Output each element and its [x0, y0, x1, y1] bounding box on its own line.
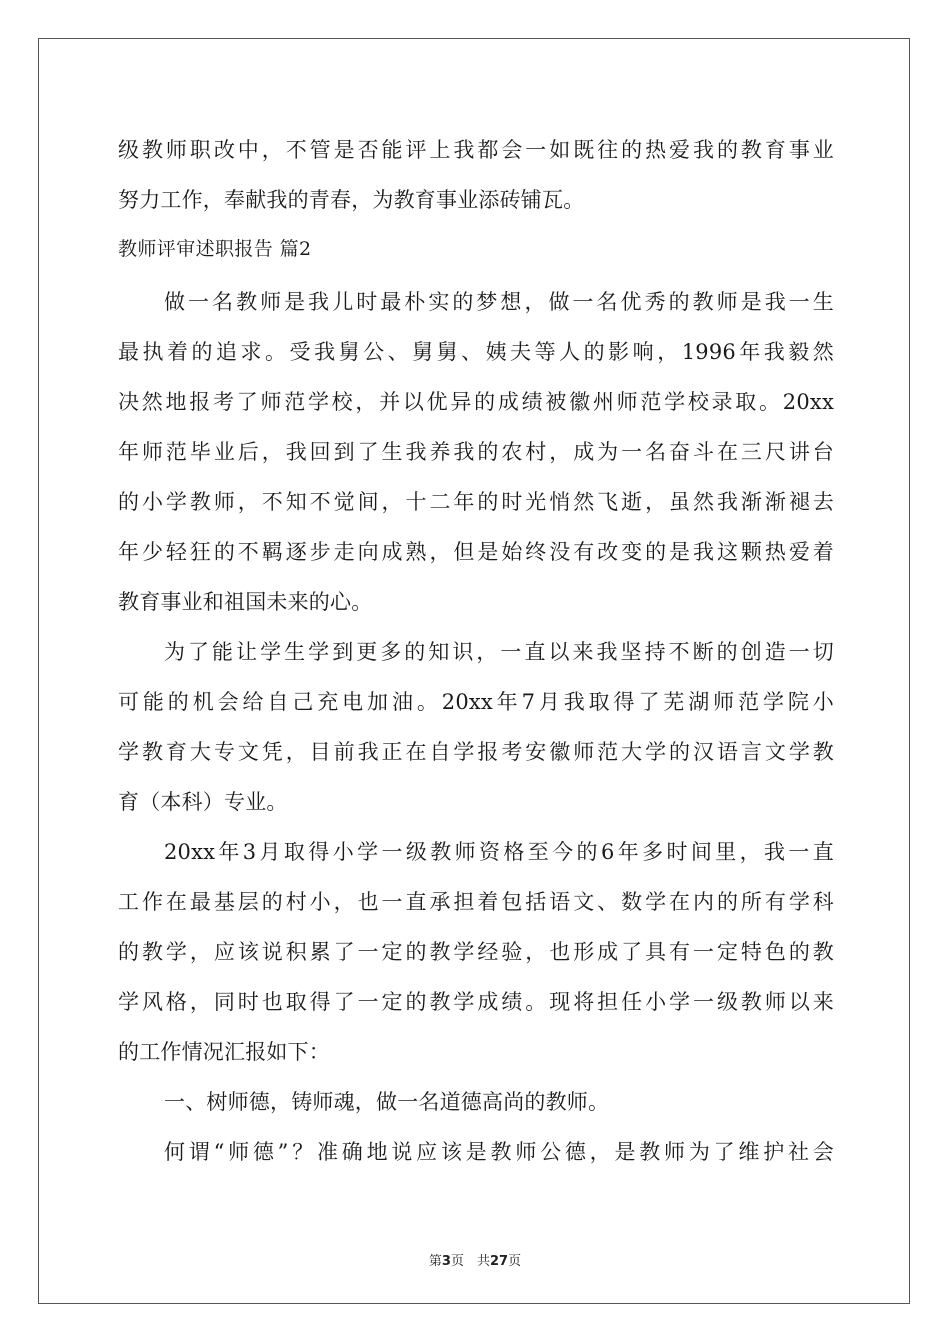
text-line: 年少轻狂的不羁逐步走向成熟，但是始终没有改变的是我这颗热爱着 — [118, 540, 834, 564]
current-page-number: 3 — [441, 1254, 451, 1269]
text-line: 决然地报考了师范学校，并以优异的成绩被徽州师范学校录取。20xx — [118, 390, 834, 414]
text-line: 的教学，应该说积累了一定的教学经验，也形成了具有一定特色的教 — [118, 940, 834, 964]
text-line: 年师范毕业后，我回到了生我养我的农村，成为一名奋斗在三尺讲台 — [118, 440, 834, 464]
text-line: 级教师职改中，不管是否能评上我都会一如既往的热爱我的教育事业 — [118, 138, 834, 162]
text-line: 育（本科）专业。 — [118, 790, 288, 814]
section-heading: 教师评审述职报告 篇2 — [118, 238, 312, 260]
page-border — [38, 38, 910, 1304]
page-prefix: 第 — [428, 1254, 442, 1269]
text-line: 做一名教师是我儿时最朴实的梦想，做一名优秀的教师是我一生 — [164, 290, 834, 314]
text-line: 一、树师德，铸师魂，做一名道德高尚的教师。 — [164, 1090, 610, 1114]
page-footer — [0, 1250, 950, 1269]
text-line: 教育事业和祖国未来的心。 — [118, 590, 373, 614]
text-line: 最执着的追求。受我舅公、舅舅、姨夫等人的影响，1996年我毅然 — [118, 340, 834, 364]
text-line: 可能的机会给自己充电加油。20xx年7月我取得了芜湖师范学院小 — [118, 690, 834, 714]
text-line: 20xx年3月取得小学一级教师资格至今的6年多时间里，我一直 — [164, 840, 834, 864]
text-line: 学教育大专文凭，目前我正在自学报考安徽师范大学的汉语言文学教 — [118, 740, 834, 764]
page-suffix: 页 — [508, 1254, 522, 1269]
text-line: 的小学教师，不知不觉间，十二年的时光悄然飞逝，虽然我渐渐褪去 — [118, 490, 834, 514]
text-line: 努力工作，奉献我的青春，为教育事业添砖铺瓦。 — [118, 188, 585, 212]
text-line: 为了能让学生学到更多的知识，一直以来我坚持不断的创造一切 — [164, 640, 834, 664]
text-line: 学风格，同时也取得了一定的教学成绩。现将担任小学一级教师以来 — [118, 990, 834, 1014]
text-line: 的工作情况汇报如下： — [118, 1040, 330, 1064]
text-line: 工作在最基层的村小，也一直承担着包括语文、数学在内的所有学科 — [118, 890, 834, 914]
page-mid: 页 共 — [450, 1254, 490, 1269]
text-line: 何谓“师德”？准确地说应该是教师公德，是教师为了维护社会 — [164, 1140, 834, 1164]
total-page-number: 27 — [489, 1254, 509, 1269]
